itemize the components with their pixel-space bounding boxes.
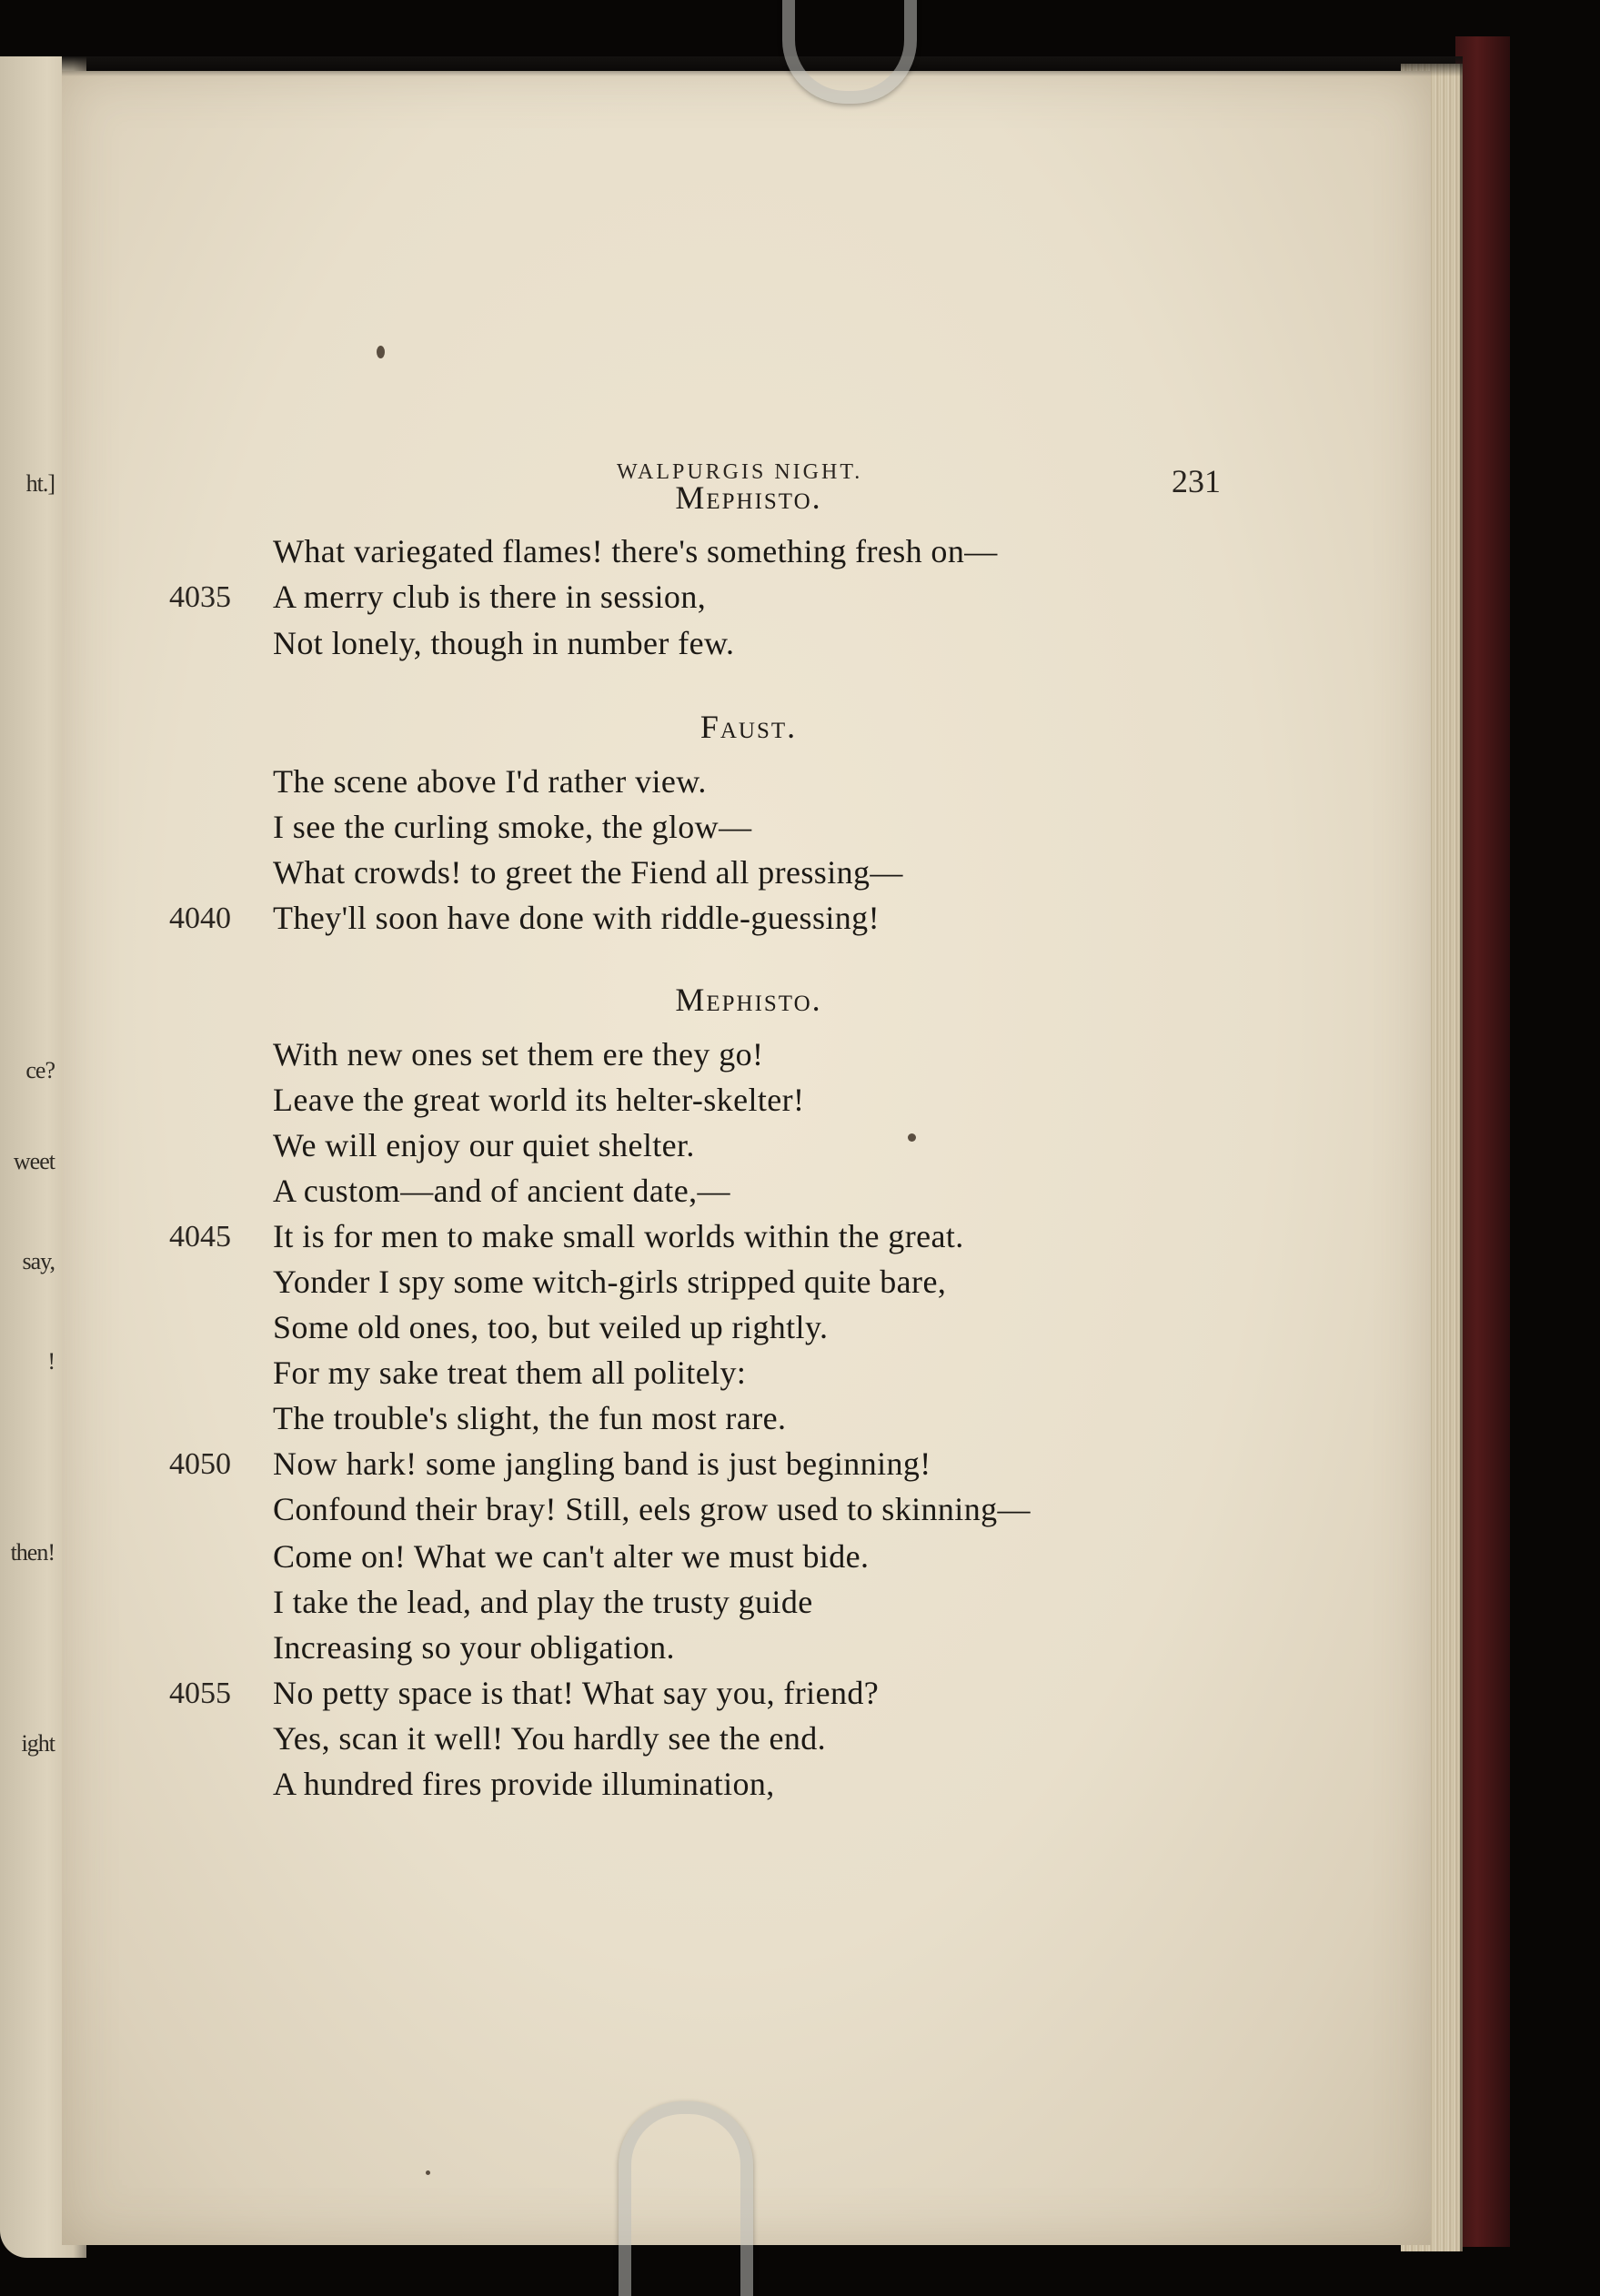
left-page-fragment: ht.] [25,470,55,497]
verse-line: I see the curling smoke, the glow— [273,809,752,845]
page-number: 231 [1172,463,1221,499]
verse-line: A custom—and of ancient date,— [273,1173,730,1209]
book-cover [1455,36,1510,2247]
ink-speck [908,1133,916,1142]
verse-line: We will enjoy our quiet shelter. [273,1127,695,1163]
left-page-fragment: say, [22,1248,55,1274]
left-page-fragment: ight [21,1730,55,1757]
speaker-heading: Faust. [699,709,798,745]
verse-line: Now hark! some jangling band is just beginning! [273,1445,931,1482]
ink-speck [377,346,385,358]
line-number: 4045 [169,1220,231,1254]
verse-line: What variegated flames! there's something fresh on— [273,533,998,569]
line-number: 4055 [169,1677,231,1710]
verse-line: A hundred fires provide illumination, [273,1766,775,1802]
speaker-heading: Mephisto. [675,982,822,1018]
verse-line: I take the lead, and play the trusty guide [273,1584,813,1620]
speaker-heading: Mephisto. [675,479,822,516]
running-head: WALPURGIS NIGHT. [617,460,863,484]
left-page-fragment: then! [10,1539,55,1566]
verse-line: With new ones set them ere they go! [273,1036,764,1072]
verse-line: Increasing so your obligation. [273,1629,675,1666]
verse-line: The scene above I'd rather view. [273,763,707,800]
left-page-fragment: weet [13,1148,55,1174]
line-number: 4050 [169,1447,231,1481]
left-page-fragment: ! [47,1348,55,1375]
right-page [62,71,1431,2245]
left-page-fragment: ce? [25,1057,55,1083]
verse-line: Leave the great world its helter-skelter! [273,1082,805,1118]
verse-line: They'll soon have done with riddle-guessing! [273,900,880,936]
verse-line: No petty space is that! What say you, friend? [273,1675,880,1711]
verse-line: A merry club is there in session, [273,579,707,615]
verse-line: Come on! What we can't alter we must bide. [273,1538,870,1575]
verse-line: Yes, scan it well! You hardly see the end. [273,1720,827,1757]
verse-line: It is for men to make small worlds within the great. [273,1218,964,1254]
verse-line: Confound their bray! Still, eels grow used to skinning— [273,1491,1031,1527]
verse-line: Not lonely, though in number few. [273,625,735,661]
ink-speck [426,2170,430,2175]
verse-line: For my sake treat them all politely: [273,1354,747,1391]
line-number: 4035 [169,580,231,614]
verse-line: Yonder I spy some witch-girls stripped quite bare, [273,1264,947,1300]
verse-line: The trouble's slight, the fun most rare. [273,1400,787,1436]
verse-line: What crowds! to greet the Fiend all pressing— [273,854,903,891]
line-number: 4040 [169,901,231,935]
page-clip-bottom [619,2101,753,2296]
page-top-shadow [62,56,1463,76]
verse-line: Some old ones, too, but veiled up rightly. [273,1309,829,1345]
